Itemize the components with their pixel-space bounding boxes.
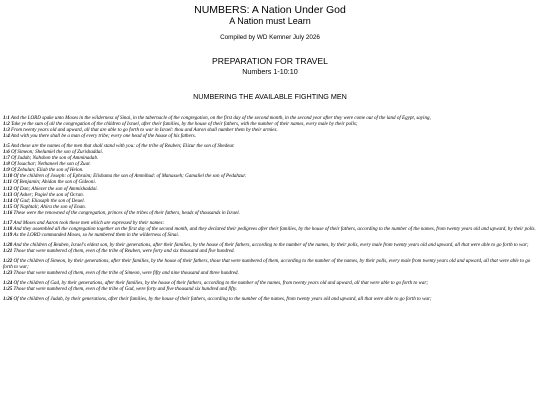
verse-text: Those that were numbered of them, even of the tribe of Simeon, were fifty and nine thousand and three hundred. (12, 270, 239, 277)
verse-text: Of Simeon; Shelumiel the son of Zurishaddai. (9, 149, 104, 156)
section-title: PREPARATION FOR TRAVEL (212, 56, 328, 66)
compiled-by-line: Compiled by WD Kemner July 2026 (220, 34, 320, 41)
verse-number: 1:21 (3, 247, 13, 254)
verse-paragraph (3, 280, 536, 292)
verse-number: 1:23 (3, 270, 13, 277)
verse-number: 1:8 (3, 161, 10, 168)
verse (3, 210, 536, 216)
verse-number: 1:18 (3, 225, 13, 232)
verse-text: Of Asher; Pagiel the son of Ocran. (12, 191, 84, 198)
verse-paragraph (3, 258, 536, 276)
verse-number: 1:16 (3, 209, 13, 216)
verse-text: As the LORD commanded Moses, so he numbered them in the wilderness of Sinai. (12, 231, 180, 238)
subsection-heading: NUMBERING THE AVAILABLE FIGHTING MEN (193, 92, 347, 101)
verse-number: 1:20 (3, 241, 13, 248)
verse-text: Those that were numbered of them, even of the tribe of Reuben, were forty and six thousand and five hundred. (12, 247, 235, 254)
verse (3, 296, 536, 302)
verse-number: 1:5 (3, 143, 10, 150)
verse-number: 1:12 (3, 185, 13, 192)
verse-paragraph (3, 143, 536, 216)
verse-text: Of the children of Joseph: of Ephraim; Elishama the son of Ammihud: of Manasseh; Gamaliel the son of Pedahzur. (12, 173, 247, 180)
verse-text: Of the children of Gad, by their generations, after their families, by the house of their fathers, according to the number of the names, from twenty years old and upward, all that were able to go forth to war; (12, 280, 429, 287)
verse (3, 248, 536, 254)
verse-text: And these are the names of the men that shall stand with you: of the tribe of Reuben; Elizur the son of Shedeur. (9, 143, 235, 150)
verse-paragraph (3, 296, 536, 302)
verse-body (3, 115, 536, 306)
verse-text: These were the renowned of the congregation, princes of the tribes of their fathers, heads of thousands in Israel. (12, 209, 240, 216)
verse-number: 1:17 (3, 219, 13, 226)
verse-paragraph (3, 242, 536, 254)
verse-text: Of the children of Simeon, by their generations, after their families, by the house of their fathers, those that were numbered of them, according to the number of the names, by their polls, every male from twenty years old and upward, all that were able to go forth to war; (3, 257, 531, 271)
verse-text: Of Issachar; Nethaneel the son of Zuar. (9, 161, 91, 168)
verse-text: Those that were numbered of them, even of the tribe of Gad, were forty and five thousand six hundred and fifty. (12, 286, 238, 293)
verse-paragraph (3, 115, 536, 139)
verse-number: 1:10 (3, 173, 13, 180)
verse-text: Of Naphtali; Ahira the son of Enan. (12, 203, 86, 210)
verse-text: And Moses and Aaron took these men which are expressed by their names: (12, 219, 165, 226)
verse-text: Of the children of Judah, by their generations, after their families, by the house of their fathers, according to the number of the names, from twenty years old and upward, all that were able to go forth to war; (12, 296, 432, 303)
verse-text: Take ye the sum of all the congregation of the children of Israel, after their families, by the house of their fathers, with the number of their names, every male by their polls; (9, 121, 358, 128)
document-title: NUMBERS: A Nation Under God (194, 4, 346, 16)
verse-number: 1:14 (3, 197, 13, 204)
verse-number: 1:1 (3, 115, 10, 121)
verse-number: 1:6 (3, 149, 10, 156)
verse (3, 270, 536, 276)
verse-number: 1:24 (3, 280, 13, 287)
verse-number: 1:26 (3, 296, 13, 303)
verse-paragraph (3, 220, 536, 238)
verse-number: 1:7 (3, 155, 10, 162)
verse-number: 1:2 (3, 121, 10, 128)
verse-text: Of Judah; Nahshon the son of Amminadab. (9, 155, 99, 162)
verse-text: And the LORD spake unto Moses in the wilderness of Sinai, in the tabernacle of the congregation, on the first day of the second month, in the second year after they were come out of the land of Egypt, saying, (9, 115, 431, 121)
verse-text: And the children of Reuben, Israel's eldest son, by their generations, after their families, by the house of their fathers, according to the number of the names, by their polls, every male from twenty years old and upward, all that were able to go forth to war; (12, 241, 529, 248)
verse-number: 1:22 (3, 257, 13, 264)
verse-text: And with you there shall be a man of every tribe; every one head of the house of his fathers. (9, 133, 197, 140)
verse-number: 1:4 (3, 133, 10, 140)
verse-number: 1:3 (3, 127, 10, 134)
verse (3, 232, 536, 238)
verse-text: From twenty years old and upward, all that are able to go forth to war in Israel: thou and Aaron shall number them by their armies. (9, 127, 278, 134)
verse-number: 1:11 (3, 179, 12, 186)
verse-number: 1:9 (3, 167, 10, 174)
verse-number: 1:25 (3, 286, 13, 293)
verse (3, 286, 536, 292)
verse (3, 258, 536, 270)
verse-text: And they assembled all the congregation together on the first day of the second month, and they declared their pedigrees after their families, by the house of their fathers, according to the number of the names, from twenty years old and upward, by their polls. (12, 225, 536, 232)
scripture-reference: Numbers 1-10:10 (242, 67, 298, 76)
verse-text: Of Dan; Ahiezer the son of Ammishaddai. (12, 185, 98, 192)
verse-text: Of Benjamin; Abidan the son of Gideoni. (11, 179, 96, 186)
verse-number: 1:13 (3, 191, 13, 198)
verse-text: Of Zebulun; Eliab the son of Helon. (9, 167, 84, 174)
verse-text: Of Gad; Eliasaph the son of Deuel. (12, 197, 85, 204)
verse-number: 1:19 (3, 231, 13, 238)
document-subtitle: A Nation must Learn (229, 16, 311, 26)
verse-number: 1:15 (3, 203, 13, 210)
verse (3, 133, 536, 139)
